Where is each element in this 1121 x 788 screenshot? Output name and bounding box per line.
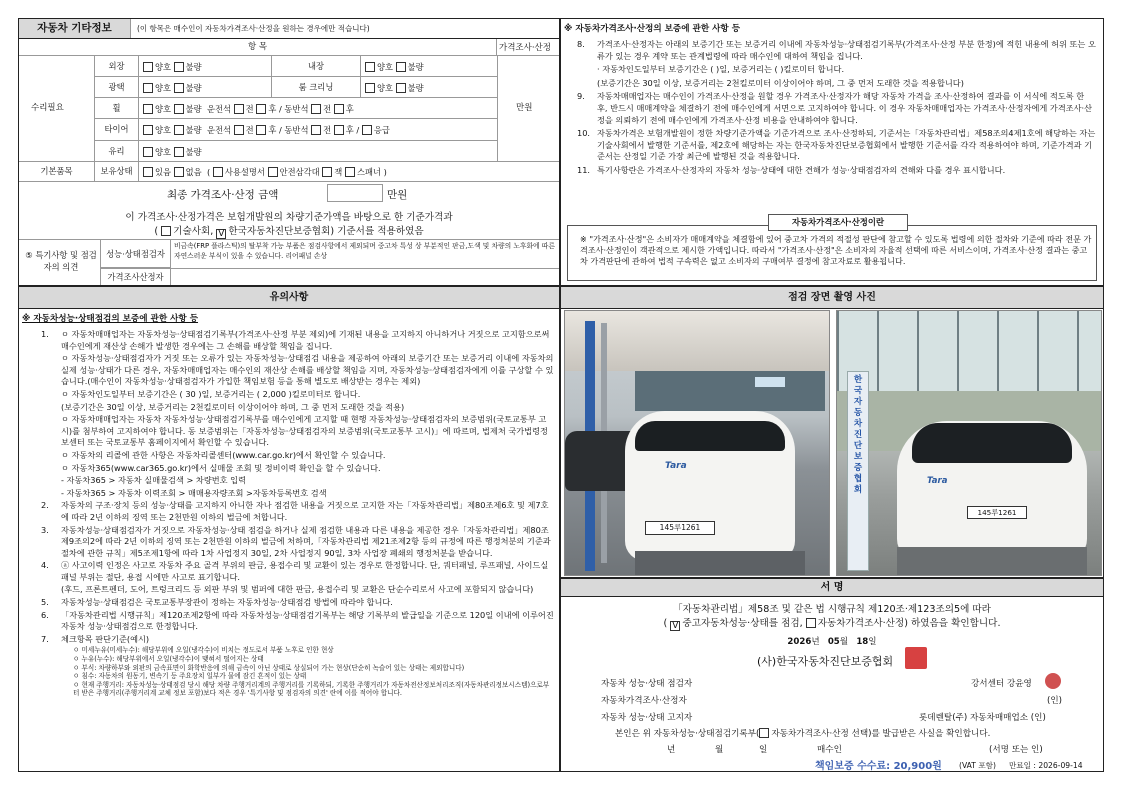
- bad-label: 불량: [185, 147, 202, 157]
- notice-item-text: (보증기간은 30일 이상, 보증거리는 2천킬로미터 이상이어야 하며, 그 중 먼저 도래한 것을 적용): [61, 401, 405, 412]
- manual-label: 사용설명서: [224, 167, 265, 177]
- tire-emergency-checkbox[interactable]: [362, 125, 372, 135]
- price-unit: 만원: [516, 103, 533, 113]
- notice-item: [41, 560, 555, 583]
- price-check-checkbox[interactable]: [806, 618, 816, 628]
- fee-vat: (VAT 포함): [959, 761, 996, 770]
- month-unit: 월: [839, 637, 849, 647]
- inspector-value: 강서센터 강윤영: [971, 679, 1032, 689]
- triangle-checkbox[interactable]: [268, 167, 278, 177]
- basis-tech-label: 기술사회,: [173, 226, 214, 237]
- final-price-label: 최종 가격조사·산정 금액: [167, 189, 279, 201]
- criteria-item: ㅇ 침수: 자동차의 원동기, 변속기 등 주요장치 일부가 물에 잠긴 흔적이 있는 상태: [73, 672, 307, 681]
- photos-header: 점검 장면 촬영 사진: [561, 287, 1103, 309]
- buyer-date-month: 월: [715, 745, 724, 755]
- basis-tech-checkbox[interactable]: [161, 226, 171, 236]
- item-header-row: [19, 39, 559, 56]
- notice-item-text: ⓐ 사고이력 인정은 사고로 자동차 주요 골격 부위의 판금, 용접수리 및 교환이 있는 경우로 한정합니다. 단, 쿼터패널, 루프패널, 사이드실패널 부위는 절단, 용접 시에만 사고로 표기합니다.: [61, 560, 549, 582]
- day-unit: 일: [868, 637, 877, 647]
- none-checkbox[interactable]: [174, 167, 184, 177]
- special-price-label: 가격조사산정자: [101, 268, 171, 286]
- repair-group-label: 수리필요: [31, 103, 64, 113]
- have-checkbox[interactable]: [143, 167, 153, 177]
- liability-item: [577, 165, 1097, 177]
- notifier-label: 자동차 성능·상태 고지자: [601, 713, 693, 723]
- liability-item-num: 9.: [577, 91, 585, 102]
- wheel-pass-rear-checkbox[interactable]: [334, 104, 344, 114]
- liability-top-panel: [560, 18, 1104, 286]
- liability-item-num: 8.: [577, 39, 585, 49]
- front-label: 전: [323, 125, 332, 135]
- notifier-value: 롯데렌탈(주) 자동차매매업소 (인): [919, 713, 1046, 723]
- wheel-driver-rear-checkbox[interactable]: [256, 104, 266, 114]
- good-label: 양호: [377, 83, 394, 93]
- notice-item: [41, 584, 555, 596]
- sign-month: 05: [827, 637, 840, 647]
- signature-org: (사)한국자동차진단보증협회: [757, 655, 894, 668]
- inspection-photo-left: [564, 310, 830, 576]
- liability-item-text: 가격조사·산정자는 아래의 보증기간 또는 보증거리 이내에 자동차성능·상태점검기록부(가격조사·산정 부분 한정)에 적힌 내용에 허위 또는 오류가 있는 경우 계약 또는 관계법령에 따라 매수인에 대하여 책임을 집니다.: [597, 39, 1096, 61]
- gloss-bad-checkbox[interactable]: [174, 83, 184, 93]
- exterior-label: 외장: [95, 56, 139, 76]
- glass-bad-checkbox[interactable]: [174, 147, 184, 157]
- notice-panel: [18, 286, 560, 772]
- signature-panel: [560, 578, 1104, 772]
- fee-text: 책임보증 수수료: 20,900원: [815, 761, 942, 772]
- have-label: 있음: [155, 167, 172, 177]
- notice-item-num: 2.: [41, 500, 49, 511]
- notice-item-text: ㅇ 자동차매매업자는 자동차 자동차성능·상태점검기록부를 매수인에게 고지할 때 현행 자동차성능·상태점검자의 보증범위(국토교통부 고시)를 첨부하여 고지하여야 합니다. 동 보증범위는「자동차성능·상태점검자의 보증범위(국토교통부 고시)」에 따르며, 법제처 국가법령정보센터 또는 국토교통부 홈페이지에서 확인할 수 있습니다.: [61, 414, 548, 448]
- good-label: 양호: [155, 104, 172, 114]
- notice-item: [41, 634, 555, 646]
- none-label: 없음: [185, 167, 202, 177]
- wheel-bad-checkbox[interactable]: [174, 104, 184, 114]
- notice-item: [41, 488, 555, 500]
- notice-item-text: - 자동차365 > 자동차 이력조회 > 매매용자량조회 >자동차등록번호 검색: [61, 487, 327, 498]
- receipt-price-checkbox[interactable]: [759, 728, 769, 738]
- final-price-row: [19, 182, 559, 240]
- triangle-label: 안전삼각대: [279, 167, 320, 177]
- driver-seat-label: 운전석: [206, 125, 232, 135]
- special-perf-label: 성능·상태점검자: [101, 240, 171, 268]
- criteria-item: ㅇ 누유(누수): 해당부위에서 오일(냉각수)이 맺혀서 떨어지는 상태: [73, 655, 264, 664]
- bad-label: 불량: [407, 83, 424, 93]
- emergency-label: 응급: [373, 125, 390, 135]
- col-price-header: 가격조사·산정: [499, 43, 551, 53]
- plate-right: 145루1261: [967, 506, 1027, 519]
- notice-item: [41, 610, 555, 633]
- notice-item: [41, 329, 555, 352]
- year-unit: 년: [811, 637, 820, 647]
- exterior-bad-checkbox[interactable]: [174, 62, 184, 72]
- notice-item-text: ㅇ 자동차인도일부터 보증기간은 ( 30 )일, 보증거리는 ( 2,000 )킬로미터로 합니다.: [61, 388, 361, 399]
- liability-item: [577, 91, 1097, 126]
- basis-line2: ( 기술사회, V 한국자동차진단보증협회) 기준서를 적용하였음: [154, 226, 424, 239]
- bad-label: 불량: [185, 83, 202, 93]
- col-item-header: 항 목: [19, 39, 497, 55]
- room-clean-label: 룸 크리닝: [271, 77, 361, 97]
- special-perf-text: 비금속(FRP 플라스틱)의 탈부착 가능 부품은 점검사항에서 제외되며 중고차 특성 상 부분적인 판금,도색 및 차량의 노후화에 따른 자연스러운 부식이 있을 수 있습니다. 리어패널 손상: [174, 242, 555, 260]
- driver-seat-label: 운전석: [206, 104, 232, 114]
- liability-item-num: 10.: [577, 128, 591, 139]
- interior-good-checkbox[interactable]: [365, 62, 375, 72]
- notice-item: [41, 353, 555, 388]
- rear-label: 후: [268, 104, 277, 114]
- liability-item-text: 자동차매매업자는 매수인이 가격조사·산정을 원할 경우 가격조사·산정자가 해당 자동차 가격을 조사·산정하여 결과를 이 서식에 적도록 한 후, 반드시 매매계약을 체결하기 전에 매수인에게 서면으로 고지하여야 합니다. 이 경우 자동차매매업자는 가격조사·산정자에게 가격조사·산정을 의뢰하기 전에 매수인에게 가격조사·산정 비용을 안내하여야 합니다.: [597, 91, 1093, 125]
- rear-label: 후: [268, 125, 277, 135]
- notice-item-text: ㅇ 자동차성능·상태점검자가 거짓 또는 오류가 있는 자동차성능·상태점검 내용을 제공하여 아래의 보증기간 또는 보증거리 이내에 자동차의 실제 성능·상태가 다른 경우, 자동차매매업자는 매수인의 재산상 손해를 배상할 책임을 지며, 자동차성능·상태점검자에게 이를 구상할 수 있습니다.(매수인이 자동차성능·상태점검자가 가입한 책임보험 등을 통해 별도로 배상받는 경우는 제외): [61, 353, 554, 387]
- tire-driver-front-checkbox[interactable]: [234, 125, 244, 135]
- notice-item: [41, 500, 555, 523]
- good-label: 양호: [155, 62, 172, 72]
- receipt-pre: 본인은 위 자동차성능·상태점검기록부(: [615, 729, 760, 739]
- tire-bad-checkbox[interactable]: [174, 125, 184, 135]
- bad-label: 불량: [185, 62, 202, 72]
- basis-suffix: ) 기준서를 적용하였음: [330, 226, 424, 237]
- notice-item-text: - 자동차365 > 자동차 실매물검색 > 차량번호 입력: [61, 475, 246, 486]
- price-unit-cell: [497, 56, 559, 162]
- inspector-seal: [1045, 673, 1061, 689]
- notice-item-text: 「자동차관리법 시행규칙」제120조제2항에 따라 자동차성능·상태점검기록부는 해당 기록부의 발급일을 기준으로 120일 이내에 이루어진 자동차 성능·상태점검으로 한정합니다.: [61, 609, 554, 632]
- receipt-line: [615, 727, 990, 739]
- other-info-note: (이 항목은 매수인이 자동차가격조사·산정을 원하는 경우에만 적습니다): [137, 24, 370, 33]
- row-exterior: [95, 56, 497, 77]
- good-label: 양호: [155, 83, 172, 93]
- basis-assoc-checkbox[interactable]: V: [218, 229, 225, 239]
- notice-item: [41, 389, 555, 401]
- liability-item-num: 11.: [577, 164, 591, 175]
- wheel-label: 휠: [95, 98, 139, 118]
- basis-line1: 이 가격조사·산정가격은 보험개발원의 차량기준가액을 바탕으로 한 기준가격과: [125, 212, 453, 223]
- notice-item-text: ㅇ 자동차의 리콜에 관한 사항은 자동차리콜센터(www.car.go.kr)에서 확인할 수 있습니다.: [61, 449, 386, 460]
- wheel-driver-front-checkbox[interactable]: [234, 104, 244, 114]
- org-seal: [905, 647, 927, 669]
- line2-a: 중고자동차성능·상태를 점검,: [682, 618, 803, 629]
- buyer-sign: (서명 또는 인): [989, 745, 1043, 755]
- criteria-item: ㅇ 부식: 차량하부와 외판의 금속표면이 화학반응에 의해 금속이 아닌 상태로 상실되어 가는 현상(단순히 녹슬어 있는 상태는 제외합니다): [73, 663, 465, 672]
- front-label: 전: [245, 104, 254, 114]
- sign-year: 2026: [787, 637, 812, 647]
- row-basic-items: 기본품목 보유상태 있음 없음 ( 사용설명서 안전삼각대 잭 스패너 ): [19, 162, 559, 182]
- signature-line1: 「자동차관리법」제58조 및 같은 법 시행규칙 제120조·제123조의5에 따라: [673, 604, 991, 615]
- rear-label: 후: [345, 104, 354, 114]
- bad-label: 불량: [185, 125, 202, 135]
- line2-b: 자동차가격조사·산정) 하였음을 확인합니다.: [817, 618, 1001, 629]
- notice-item-num: 5.: [41, 597, 49, 608]
- tire-driver-rear-checkbox[interactable]: [256, 125, 266, 135]
- liability-item-text: 자동차가격은 보험개발원이 정한 차량기준가액을 기준가격으로 조사·산정하되, 기준서는「자동차관리법」제58조의4제1호에 해당하는 자는 기술사회에서 발행한 기준서를, 제2호에 해당하는 자는 한국자동차진단보증협회에서 발행한 기준서를 각각 적용하여야 하며, 기준가격과 기준서는 산정일 기준 가장 최근에 발행된 것을 적용합니다.: [597, 128, 1096, 162]
- liability-top-title: ※ 자동차가격조사·산정의 보증에 관한 사항 등: [564, 24, 741, 34]
- plate-left: 145루1261: [645, 521, 715, 535]
- liability-top-list: [577, 39, 1097, 179]
- notice-item-num: 6.: [41, 609, 49, 620]
- notice-item-num: 1.: [41, 329, 49, 339]
- final-price-input[interactable]: [327, 184, 383, 202]
- liability-item: [577, 39, 1097, 62]
- notice-item-num: 4.: [41, 560, 49, 571]
- row-wheel: 휠 양호 불량 운전석 전 후 / 동반석 전 후: [95, 98, 497, 119]
- notice-item: [41, 475, 555, 487]
- row-tire: 타이어 양호 불량 운전석 전 후 / 동반석 전 후 / 응급: [95, 119, 497, 141]
- jack-checkbox[interactable]: [322, 167, 332, 177]
- notice-title: ※ 자동차성능·상태점검의 보증에 관한 사항 등: [22, 314, 199, 324]
- inspector-label: 자동차 성능·상태 점검자: [601, 679, 693, 689]
- assoc-banner: 한국자동차진단보증협회: [853, 375, 863, 495]
- buyer-date-year: 년: [667, 745, 676, 755]
- receipt-post: 자동차가격조사·산정 선택)를 발급받은 사실을 확인합니다.: [771, 729, 991, 739]
- criteria-item: ㅇ 미세누유(미세누수): 해당부위에 오일(냉각수)이 비치는 정도로서 부품 노후로 인한 현상: [73, 646, 334, 655]
- signature-date: [561, 635, 1103, 647]
- row-glass: [95, 141, 497, 162]
- notice-item: [41, 463, 555, 475]
- inspection-photo-right: [836, 310, 1102, 576]
- exterior-good-checkbox[interactable]: [143, 62, 153, 72]
- front-label: 전: [245, 125, 254, 135]
- interior-label: 내장: [271, 56, 361, 76]
- notice-list: [41, 329, 555, 698]
- photos-panel: [560, 286, 1104, 578]
- glass-good-checkbox[interactable]: [143, 147, 153, 157]
- sign-day: 18: [856, 637, 869, 647]
- tire-pass-rear-checkbox[interactable]: [334, 125, 344, 135]
- gloss-good-checkbox[interactable]: [143, 83, 153, 93]
- good-label: 양호: [155, 147, 172, 157]
- pricer-value: (인): [1047, 696, 1063, 706]
- tire-pass-front-checkbox[interactable]: [311, 125, 321, 135]
- notice-item-text: 자동차성능·상태점검자가 거짓으로 자동차성능·상태 점검을 하거나 실제 점검한 내용과 다른 내용을 제공한 경우「자동차관리법」제80조제9조의2에 따라 2년 이하의 징역 또는 2천만원 이하의 벌금에 처하며,「자동차관리법 제21조제2항 등의 규정에 따른 행정처분의 기준과 절차에 관한 규칙」제5조제1항에 따라 1차 사업정지 30일, 2차 사업정지 90일, 3차 사업장 폐쇄의 행정처분을 받습니다.: [61, 524, 551, 558]
- pricer-label: 자동차가격조사·산정자: [601, 696, 687, 706]
- notice-item-text: ㅇ 자동차매매업자는 자동차성능·상태점검기록부(가격조사·산정 부분 제외)에 기재된 내용을 고지하지 아니하거나 거짓으로 고지함으로써 매수인에게 재산상 손해가 발생한 경우에는 그 손해를 배상할 책임을 집니다.: [61, 329, 550, 351]
- special-label-cell: [19, 240, 101, 286]
- spanner-checkbox[interactable]: [345, 167, 355, 177]
- liability-item: [577, 128, 1097, 163]
- row-gloss: [95, 77, 497, 98]
- notice-item: [41, 450, 555, 462]
- glass-label: 유리: [95, 141, 139, 161]
- notice-item: [41, 402, 555, 414]
- special-label: ⑤ 특기사항 및 점검자의 의견: [25, 250, 97, 272]
- bad-label: 불량: [185, 104, 202, 114]
- manual-checkbox[interactable]: [213, 167, 223, 177]
- notice-header: 유의사항: [19, 287, 559, 309]
- bad-label: 불량: [407, 62, 424, 72]
- wheel-good-checkbox[interactable]: [143, 104, 153, 114]
- notice-item-num: 7.: [41, 633, 49, 644]
- notice-item-text: 자동차성능·상태점검은 국토교통부장관이 정하는 자동차성능·상태점검 방법에 따라야 합니다.: [61, 597, 393, 608]
- liability-item-text: (보증기간은 30일 이상, 보증거리는 2천킬로미터 이상이어야 하며, 그 중 먼저 도래한 것을 적용합니다): [597, 77, 964, 88]
- criteria-item: ㅇ 현재 주행거리: 자동차성능·상태점검 당시 해당 차량 주행거리계의 주행거리를 기록하되, 기록한 주행거리가 자동차전산정보처리조직(자동차관리정보시스템)으로부터 받은 주행거리(주행거리계 교체 정보 포함)보다 적은 경우 '특기사항 및 점검자의 의견' 란에 이를 적어야 합니다.: [73, 680, 550, 698]
- repair-group-cell: [19, 56, 95, 162]
- interior-bad-checkbox[interactable]: [396, 62, 406, 72]
- other-info-title: 자동차 기타정보: [19, 19, 131, 38]
- liability-item: [577, 64, 1097, 76]
- notice-item: [41, 597, 555, 609]
- notice-item: [41, 525, 555, 560]
- passenger-seat-label: 동반석: [284, 125, 309, 135]
- rear-label: 후: [345, 125, 354, 135]
- room-bad-checkbox[interactable]: [396, 83, 406, 93]
- wheel-pass-front-checkbox[interactable]: [311, 104, 321, 114]
- final-price-unit: 만원: [387, 189, 408, 201]
- basic-items-label: 기본품목: [19, 162, 95, 181]
- holding-label: 보유상태: [95, 162, 139, 181]
- liability-item: [577, 78, 1097, 90]
- line2-pre: (: [663, 618, 668, 629]
- passenger-seat-label: 동반석: [284, 104, 309, 114]
- notice-item: [41, 414, 555, 449]
- buyer-date-day: 일: [759, 745, 768, 755]
- good-label: 양호: [377, 62, 394, 72]
- good-label: 양호: [155, 125, 172, 135]
- special-notes: [19, 240, 559, 286]
- perf-check-checkbox[interactable]: V: [672, 621, 679, 631]
- notice-item-text: 체크항목 판단기준(예시): [61, 633, 150, 644]
- definition-text: ※ "가격조사·산정"은 소비자가 매매계약을 체결함에 있어 중고차 가격의 적절성 판단에 참고할 수 있도록 법령에 의한 절차와 기준에 따라 전문 가격조사·산정인이 객관적으로 제시한 가액입니다. 따라서 "가격조사·산정"은 소비자의 자율적 선택에 따른 서비스이며, 가격조사·산정 결과는 중고차 가격판단에 관하여 법적 구속력은 없고 소비자의 구매여부 결정에 참고자료로 활용됩니다.: [580, 234, 1092, 267]
- spanner-label: 스패너: [356, 167, 381, 177]
- tire-good-checkbox[interactable]: [143, 125, 153, 135]
- car-brand-left: Tara: [665, 461, 687, 471]
- notice-item-num: 3.: [41, 524, 49, 535]
- car-brand-right: Tara: [927, 476, 948, 486]
- definition-title: 자동차가격조사·산정이란: [768, 214, 908, 231]
- notice-item-text: (후드, 프론트펜더, 도어, 트렁크리드 등 외판 부위 및 범퍼에 대한 판금, 용접수리 및 교환은 단순수리로서 사고에 포함되지 않습니다): [61, 584, 534, 595]
- notice-item-text: ㅇ 자동차365(www.car365.go.kr)에서 실매물 조회 및 정비이력 확인을 할 수 있습니다.: [61, 462, 381, 473]
- liability-item-text: 특기사항란은 가격조사·산정자의 자동차 성능·상태에 대한 견해가 성능·상태점검자의 견해와 다를 경우 표시합니다.: [597, 164, 1006, 175]
- definition-box: [567, 217, 1097, 281]
- jack-label: 잭: [334, 167, 343, 177]
- other-info-panel: [18, 18, 560, 286]
- liability-item-text: · 자동차인도일부터 보증기간은 ( )일, 보증거리는 ( )킬로미터 합니다.: [597, 64, 845, 75]
- signature-line2: [561, 615, 1103, 631]
- gloss-label: 광택: [95, 77, 139, 97]
- expiry-date: 만료일 : 2026-09-14: [1009, 761, 1083, 770]
- basis-assoc-label: 한국자동차진단보증협회: [228, 226, 331, 237]
- buyer-label: 매수인: [817, 745, 842, 755]
- signature-header: 서 명: [561, 579, 1103, 597]
- room-good-checkbox[interactable]: [365, 83, 375, 93]
- notice-item-text: 자동차의 구조·장치 등의 성능·상태를 고지하지 아니한 자나 점검한 내용을 거짓으로 고지한 자는「자동차관리법」제80조제6호 및 제7호에 따라 2년 이하의 징역 또는 2천만원 이하의 벌금에 처합니다.: [61, 500, 549, 522]
- tire-label: 타이어: [95, 119, 139, 140]
- front-label: 전: [323, 104, 332, 114]
- other-info-title-bar: [19, 19, 559, 39]
